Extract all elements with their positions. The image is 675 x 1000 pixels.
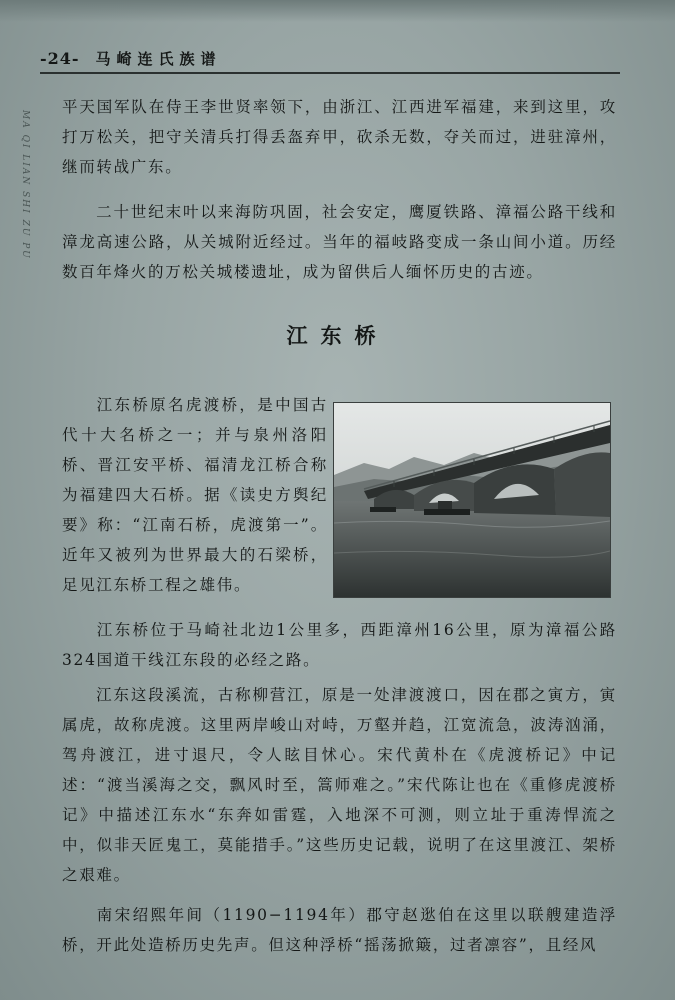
page-number: -24- bbox=[40, 48, 80, 68]
bridge-photo bbox=[333, 402, 611, 598]
paragraph-4-text: 江东桥位于马崎社北边1公里多，西距漳州16公里，原为漳福公路324国道干线江东段的必经之路。 bbox=[62, 621, 617, 669]
paragraph-1: 平天国军队在侍王李世贤率领下，由浙江、江西进军福建，来到这里，攻打万松关，把守关清兵打得丢盔弃甲，砍杀无数，夺关而过，进驻漳州，继而转战广东。 bbox=[62, 98, 617, 176]
book-title: 马崎连氏族谱 bbox=[95, 49, 222, 68]
paragraph-2 bbox=[62, 197, 617, 287]
paragraph-3 bbox=[62, 390, 328, 600]
section-title: 江东桥 bbox=[286, 324, 389, 348]
paragraph-3-text: 江东桥原名虎渡桥，是中国古代十大名桥之一；并与泉州洛阳桥、晋江安平桥、福清龙江桥合称为福建四大石桥。据《读史方舆纪要》称：“江南石桥，虎渡第一”。近年又被列为世界最大的石梁桥，足见江东桥工程之雄伟。 bbox=[62, 396, 328, 594]
paragraph-5-text: 江东这段溪流，古称柳营江，原是一处津渡渡口，因在郡之寅方，寅属虎，故称虎渡。这里两岸峻山对峙，万壑并趋，江宽流急，波涛汹涌，驾舟渡江，进寸退尺，令人眩目怵心。宋代黄朴在《虎渡桥记》中记述：“渡当溪海之交，飘风时至，篙师难之。”宋代陈让也在《重修虎渡桥记》中描述江东水“东奔如雷霆，入地深不可测，则立址于重涛悍流之中，似非天匠鬼工，莫能措手。”这些历史记载，说明了在这里渡江、架桥之艰难。 bbox=[62, 686, 617, 884]
paragraph-6 bbox=[62, 900, 617, 960]
bridge-photo-icon bbox=[334, 403, 610, 597]
paragraph-4 bbox=[62, 615, 617, 675]
paragraph-5 bbox=[62, 680, 617, 890]
header-rule bbox=[40, 72, 620, 74]
page-header bbox=[40, 44, 222, 72]
paragraph-6-text: 南宋绍熙年间（1190−1194年）郡守赵逖伯在这里以联艘建造浮桥，开此处造桥历史先声。但这种浮桥“摇荡掀簸，过者凛容”，且经风 bbox=[62, 906, 617, 954]
paragraph-2-text: 二十世纪末叶以来海防巩固，社会安定，鹰厦铁路、漳福公路干线和漳龙高速公路，从关城附近经过。当年的福岐路变成一条山间小道。历经数百年烽火的万松关城楼遗址，成为留供后人缅怀历史的古迹。 bbox=[62, 203, 617, 281]
side-running-mark: MA QI LIAN SHI ZU PU bbox=[20, 110, 30, 260]
page-top-shadow bbox=[0, 0, 675, 22]
